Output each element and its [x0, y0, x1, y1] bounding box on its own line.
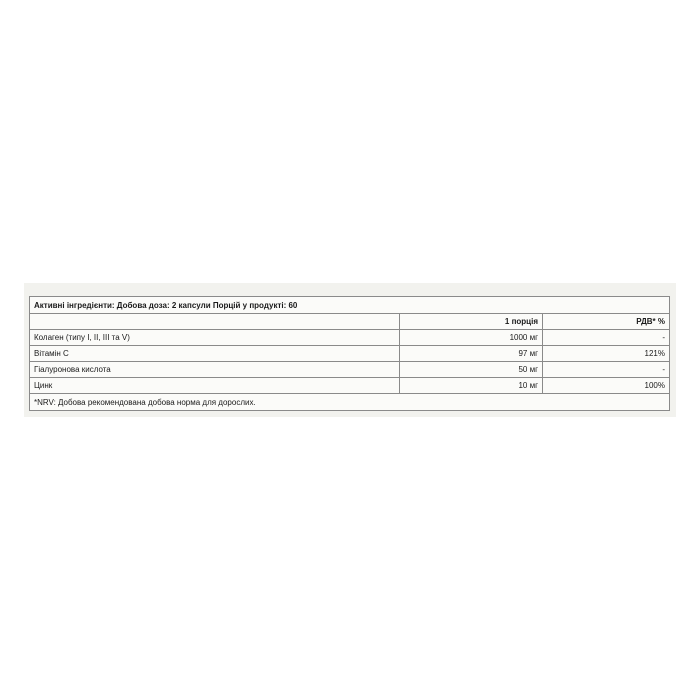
ingredient-amount: 1000 мг: [400, 330, 543, 346]
header-name: [30, 314, 400, 330]
header-amount: 1 порція: [400, 314, 543, 330]
ingredient-amount: 97 мг: [400, 346, 543, 362]
table-title: Активні інгредієнти: Добова доза: 2 капсули Порцій у продукті: 60: [30, 297, 670, 314]
ingredient-name: Гіалуронова кислота: [30, 362, 400, 378]
supplement-facts-table: [29, 296, 670, 411]
table-row: [30, 378, 670, 394]
table-header-row: [30, 314, 670, 330]
ingredient-amount: 10 мг: [400, 378, 543, 394]
table-title-row: [30, 297, 670, 314]
ingredient-name: Цинк: [30, 378, 400, 394]
table-row: [30, 330, 670, 346]
table-row: [30, 362, 670, 378]
ingredient-rdv: 100%: [543, 378, 670, 394]
ingredient-amount: 50 мг: [400, 362, 543, 378]
ingredient-rdv: -: [543, 362, 670, 378]
header-rdv: РДВ* %: [543, 314, 670, 330]
ingredient-rdv: 121%: [543, 346, 670, 362]
ingredient-rdv: -: [543, 330, 670, 346]
table-footnote-row: [30, 394, 670, 411]
table-row: [30, 346, 670, 362]
supplement-facts-panel: [24, 283, 676, 417]
ingredient-name: Колаген (типу I, II, III та V): [30, 330, 400, 346]
table-footnote: *NRV: Добова рекомендована добова норма для дорослих.: [30, 394, 670, 411]
ingredient-name: Вітамін С: [30, 346, 400, 362]
